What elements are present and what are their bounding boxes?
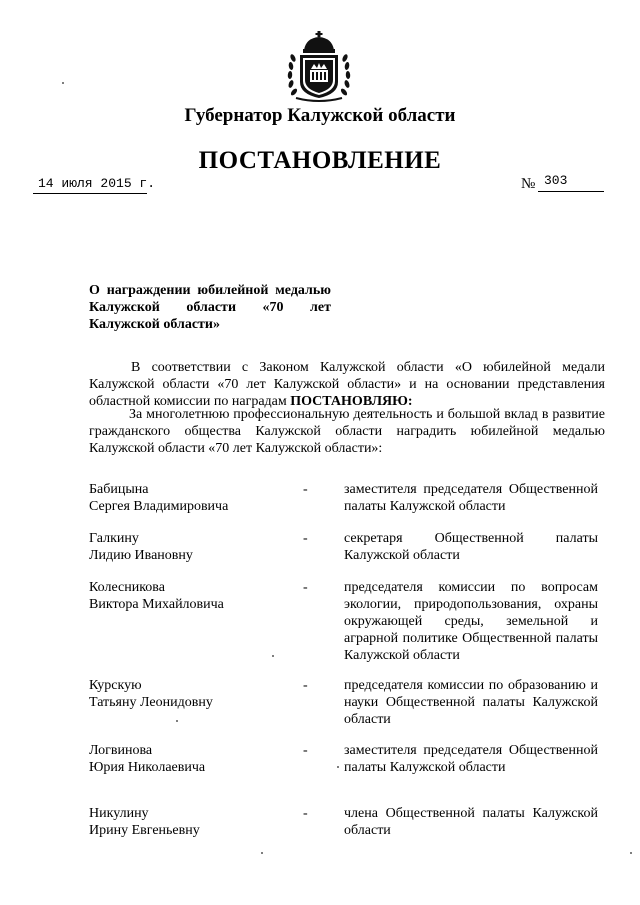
awardee-surname: Галкину — [89, 531, 139, 546]
order-paragraph — [89, 406, 605, 457]
scan-speck — [176, 720, 178, 722]
awardee-dash: - — [303, 482, 308, 497]
order-line: гражданского общества Калужской области наградить юбилейной медалью — [89, 424, 605, 439]
awardee-name — [89, 481, 228, 515]
number-sign: № — [521, 176, 536, 192]
order-line: За многолетнюю профессиональную деятельность и большой вклад в развитие — [129, 407, 605, 422]
awardee-given-names: Сергея Владимировича — [89, 499, 229, 514]
awardee-given-names: Татьяну Леонидовну — [89, 695, 213, 710]
scan-speck — [630, 852, 632, 854]
position-line: палаты Калужской области — [344, 499, 506, 514]
awardee-dash: - — [303, 743, 308, 758]
awardee-name — [89, 579, 224, 613]
awardee-dash: - — [303, 531, 308, 546]
preamble-prefix: областной комиссии по наградам — [89, 394, 291, 409]
preamble-line: В соответствии с Законом Калужской области «О юбилейной медали — [131, 360, 605, 375]
subject-line: Калужской области «70 лет — [89, 300, 331, 315]
awardee-surname: Колесникова — [89, 580, 165, 595]
position-line: секретаря Общественной палаты — [344, 531, 598, 546]
position-line: Калужской области — [344, 648, 460, 663]
position-line: науки Общественной палаты Калужской — [344, 695, 598, 710]
awardee-name — [89, 530, 193, 564]
position-line: палаты Калужской области — [344, 760, 506, 775]
issuer-title: Губернатор Калужской области — [184, 105, 456, 126]
awardee-given-names: Ирину Евгеньевну — [89, 823, 200, 838]
awardee-given-names: Юрия Николаевича — [89, 760, 206, 775]
awardee-position — [344, 805, 598, 839]
awardee-surname: Курскую — [89, 678, 142, 693]
position-line: заместителя председателя Общественной — [344, 482, 598, 497]
awardee-dash: - — [303, 806, 308, 821]
awardee-given-names: Лидию Ивановну — [89, 548, 193, 563]
coat-of-arms-emblem — [286, 30, 352, 104]
awardee-surname: Никулину — [89, 806, 149, 821]
awardee-position — [344, 742, 598, 776]
awardee-surname: Бабицына — [89, 482, 149, 497]
subject-line: О награждении юбилейной медалью — [89, 283, 331, 298]
position-line: аграрной политике Общественной палаты — [344, 631, 598, 646]
awardee-name — [89, 742, 205, 776]
position-line: области — [344, 823, 391, 838]
subject-line: Калужской области» — [89, 317, 220, 332]
document-number: 303 — [544, 173, 568, 188]
position-line: председателя комиссии по вопросам — [344, 580, 598, 595]
awardee-dash: - — [303, 580, 308, 595]
preamble-paragraph — [89, 359, 605, 410]
decree-subject — [89, 282, 331, 333]
awardee-name — [89, 677, 213, 711]
awardee-position — [344, 677, 598, 728]
awardee-position — [344, 530, 598, 564]
scan-speck — [337, 766, 339, 768]
document-type-heading: ПОСТАНОВЛЕНИЕ — [198, 147, 442, 174]
date-underline — [33, 193, 147, 194]
number-underline — [538, 191, 604, 192]
awardee-given-names: Виктора Михайловича — [89, 597, 224, 612]
awardee-position — [344, 481, 598, 515]
decree-resolution-word: ПОСТАНОВЛЯЮ: — [290, 394, 413, 409]
awardee-surname: Логвинова — [89, 743, 153, 758]
scan-speck — [272, 655, 274, 657]
position-line: Калужской области — [344, 548, 460, 563]
position-line: области — [344, 712, 391, 727]
position-line: члена Общественной палаты Калужской — [344, 806, 598, 821]
awardee-position — [344, 579, 598, 664]
scan-speck — [261, 852, 263, 854]
scan-speck — [62, 82, 64, 84]
position-line: председателя комиссии по образованию и — [344, 678, 598, 693]
position-line: окружающей среды, земельной и — [344, 614, 598, 629]
order-line: Калужской области «70 лет Калужской области»: — [89, 441, 383, 456]
awardee-name — [89, 805, 200, 839]
position-line: заместителя председателя Общественной — [344, 743, 598, 758]
position-line: экологии, природопользования, охраны — [344, 597, 598, 612]
document-date: 14 июля 2015 г. — [38, 176, 156, 191]
preamble-line: Калужской области «70 лет Калужской области» и на основании представления — [89, 377, 605, 392]
awardee-dash: - — [303, 678, 308, 693]
